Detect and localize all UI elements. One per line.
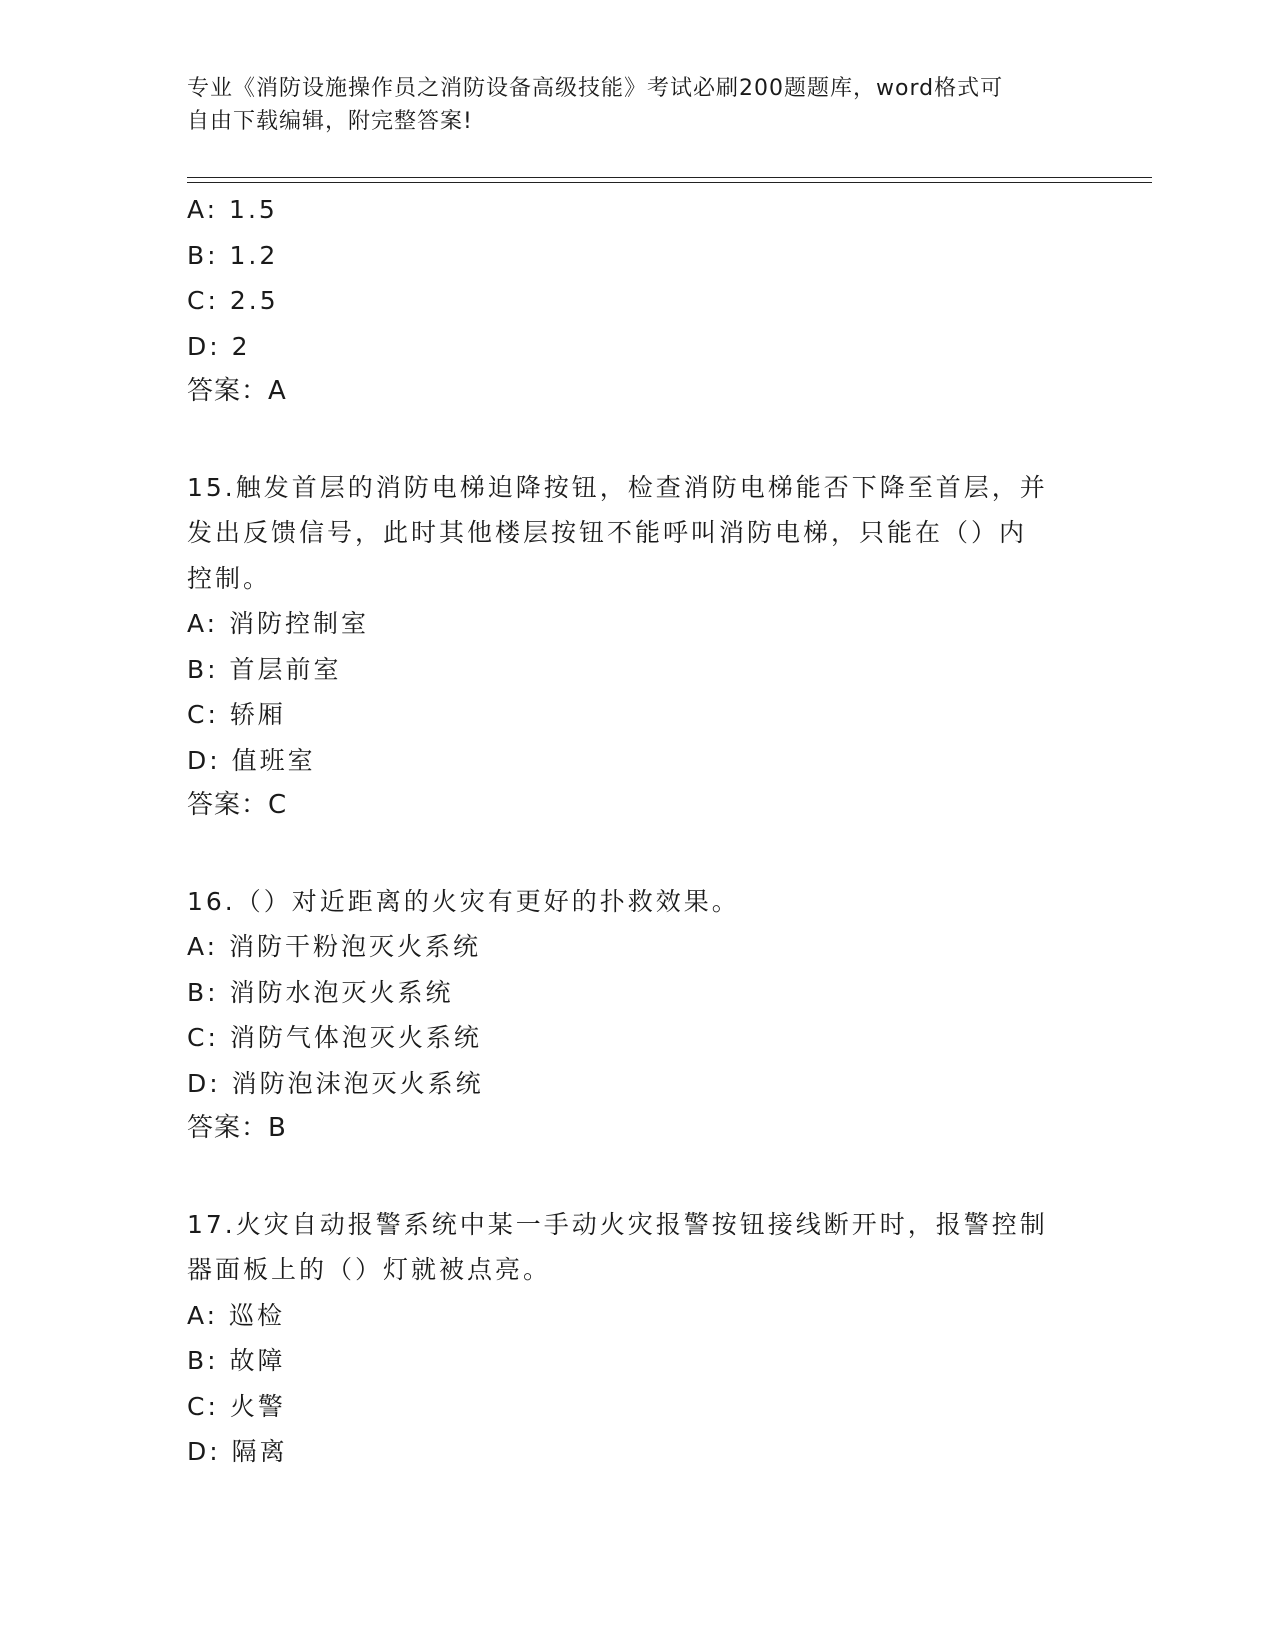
question-stem-line: 器面板上的（）灯就被点亮。 bbox=[187, 1255, 552, 1284]
option-label: D: bbox=[187, 745, 221, 775]
question-list bbox=[187, 187, 1087, 1475]
option-text: 消防控制室 bbox=[229, 609, 370, 638]
header-title-line-1: 专业《消防设施操作员之消防设备高级技能》考试必刷200题题库，word格式可 bbox=[187, 76, 1004, 101]
option-text: 消防泡沫泡灭火系统 bbox=[231, 1068, 484, 1098]
option-text: 2.5 bbox=[229, 286, 279, 315]
spacer bbox=[187, 1152, 1087, 1202]
question-stem-line: 16.（）对近距离的火灾有更好的扑救效果。 bbox=[187, 886, 740, 916]
option-b bbox=[187, 970, 1087, 1016]
answer: 答案：C bbox=[187, 790, 288, 820]
option-label: C: bbox=[187, 286, 219, 315]
option-label: D: bbox=[187, 331, 221, 361]
header-divider-top bbox=[187, 177, 1152, 178]
option-label: D: bbox=[187, 1068, 221, 1098]
option-b bbox=[187, 647, 1087, 693]
option-a bbox=[187, 924, 1087, 970]
option-label: A: bbox=[187, 932, 219, 961]
answer: 答案：B bbox=[187, 1113, 287, 1143]
option-c bbox=[187, 1015, 1087, 1061]
option-text: 故障 bbox=[229, 1346, 286, 1375]
option-d bbox=[187, 738, 1087, 784]
option-text: 轿厢 bbox=[229, 700, 286, 729]
option-text: 巡检 bbox=[229, 1300, 286, 1330]
option-text: 隔离 bbox=[231, 1437, 288, 1466]
question-14 bbox=[187, 187, 1087, 415]
option-c bbox=[187, 1384, 1087, 1430]
option-label: B: bbox=[187, 654, 219, 684]
page-header bbox=[187, 72, 1067, 138]
option-label: C: bbox=[187, 1023, 219, 1052]
option-label: C: bbox=[187, 700, 219, 729]
option-label: A: bbox=[187, 609, 219, 638]
option-b bbox=[187, 1338, 1087, 1384]
answer: 答案：A bbox=[187, 376, 287, 406]
option-text: 2 bbox=[231, 331, 251, 361]
question-stem-line: 15.触发首层的消防电梯迫降按钮，检查消防电梯能否下降至首层，并 bbox=[187, 472, 1048, 502]
option-a bbox=[187, 187, 1087, 233]
question-15 bbox=[187, 465, 1087, 829]
option-label: D: bbox=[187, 1437, 221, 1466]
option-text: 消防干粉泡灭火系统 bbox=[229, 932, 482, 961]
option-c bbox=[187, 278, 1087, 324]
option-text: 消防气体泡灭火系统 bbox=[229, 1023, 482, 1052]
spacer bbox=[187, 415, 1087, 465]
option-text: 消防水泡灭火系统 bbox=[229, 977, 454, 1007]
header-title-line-2: 自由下载编辑，附完整答案! bbox=[187, 109, 473, 134]
header-divider-bottom bbox=[187, 182, 1152, 183]
question-stem-line: 发出反馈信号，此时其他楼层按钮不能呼叫消防电梯，只能在（）内 bbox=[187, 518, 1028, 547]
spacer bbox=[187, 829, 1087, 879]
option-label: A: bbox=[187, 195, 219, 224]
option-text: 火警 bbox=[229, 1391, 286, 1421]
option-c bbox=[187, 692, 1087, 738]
question-stem-line: 17.火灾自动报警系统中某一手动火灾报警按钮接线断开时，报警控制 bbox=[187, 1209, 1048, 1239]
question-stem-line: 控制。 bbox=[187, 563, 272, 593]
option-label: B: bbox=[187, 977, 219, 1007]
option-text: 1.2 bbox=[229, 240, 279, 270]
option-label: B: bbox=[187, 1346, 219, 1375]
option-a bbox=[187, 1293, 1087, 1339]
option-d bbox=[187, 1429, 1087, 1475]
option-label: A: bbox=[187, 1300, 219, 1330]
option-a bbox=[187, 601, 1087, 647]
option-text: 首层前室 bbox=[229, 654, 342, 684]
question-16 bbox=[187, 879, 1087, 1152]
option-label: C: bbox=[187, 1391, 219, 1421]
option-text: 1.5 bbox=[229, 195, 278, 224]
option-text: 值班室 bbox=[231, 745, 316, 775]
option-b bbox=[187, 233, 1087, 279]
option-d bbox=[187, 1061, 1087, 1107]
option-label: B: bbox=[187, 240, 219, 270]
question-17 bbox=[187, 1202, 1087, 1475]
option-d bbox=[187, 324, 1087, 370]
